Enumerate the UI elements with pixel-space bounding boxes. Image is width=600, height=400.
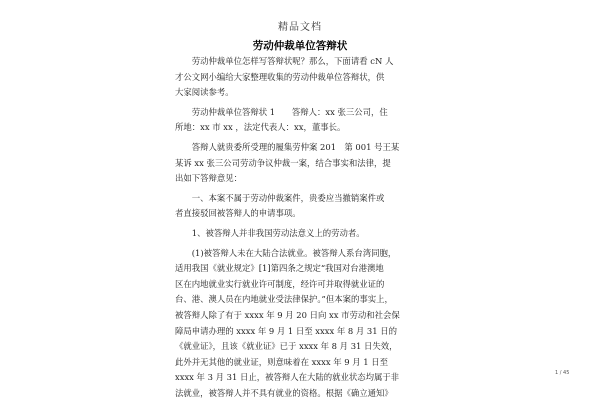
body-line: 法就业，被答辩人并不具有就业的资格。根据《确立通知》 bbox=[175, 387, 393, 398]
body-line: xxxx 年 3 月 31 日止，被答辩人在大陆的就业状态均属于非 bbox=[175, 372, 400, 383]
body-line: 所地：xx 市 xx ，法定代表人：xx，董事长。 bbox=[175, 122, 346, 133]
body-line: 《就业证》，且该《就业证》已于 xxxx 年 8 月 31 日失效， bbox=[175, 341, 398, 352]
page-number: 1 / 45 bbox=[555, 370, 570, 376]
body-line: 劳动仲裁单位怎样写答辩状呢？那么，下面请看 cN 人 bbox=[175, 56, 394, 66]
body-line: 者直接驳回被答辩人的申请事项。 bbox=[175, 208, 301, 219]
body-line: 障局申请办理的 xxxx 年 9 月 1 日至 xxxx 年 8 月 31 日的 bbox=[175, 325, 397, 336]
body-line: 劳动仲裁单位答辩状 1 答辩人：xx 张三公司，住 bbox=[175, 106, 388, 117]
body-line: 某诉 xx 张三公司劳动争议仲裁一案，结合事实和法律，提 bbox=[175, 157, 391, 168]
document-title: 劳动仲裁单位答辩状 bbox=[252, 40, 348, 52]
body-line: 大家阅读参考。 bbox=[175, 87, 234, 98]
body-line: 1、被答辩人并非我国劳动法意义上的劳动者。 bbox=[175, 227, 365, 238]
body-line: 区在内地就业实行就业许可制度，经许可并取得就业证的 bbox=[175, 278, 385, 289]
body-line: 才公文网小编给大家整理收集的劳动仲裁单位答辩状，供 bbox=[175, 71, 385, 82]
body-line: 适用我国《就业规定》[1]第四条之规定“我国对台港澳地 bbox=[175, 263, 384, 274]
body-line: 台、港、澳人员在内地就业受法律保护。”但本案的事实上， bbox=[175, 294, 393, 305]
body-line: 出如下答辩意见： bbox=[175, 173, 242, 184]
body-line: 答辩人就贵委所受理的履集劳仲案 201 第 001 号王某 bbox=[175, 141, 400, 152]
body-line: 被答辩人除了有于 xxxx 年 9 月 20 日向 xx 市劳动和社会保 bbox=[175, 309, 400, 320]
body-line: (1)被答辩人未在大陆合法就业。被答辩人系台湾同胞， bbox=[175, 247, 397, 258]
body-line: 此外并无其他的就业证，则意味着在 xxxx 年 9 月 1 日至 bbox=[175, 356, 389, 367]
document-body bbox=[175, 54, 425, 400]
body-line: 一、本案不属于劳动仲裁案件，贵委应当撤销案件或 bbox=[175, 192, 385, 203]
header-watermark: 精品文档 bbox=[278, 22, 322, 33]
